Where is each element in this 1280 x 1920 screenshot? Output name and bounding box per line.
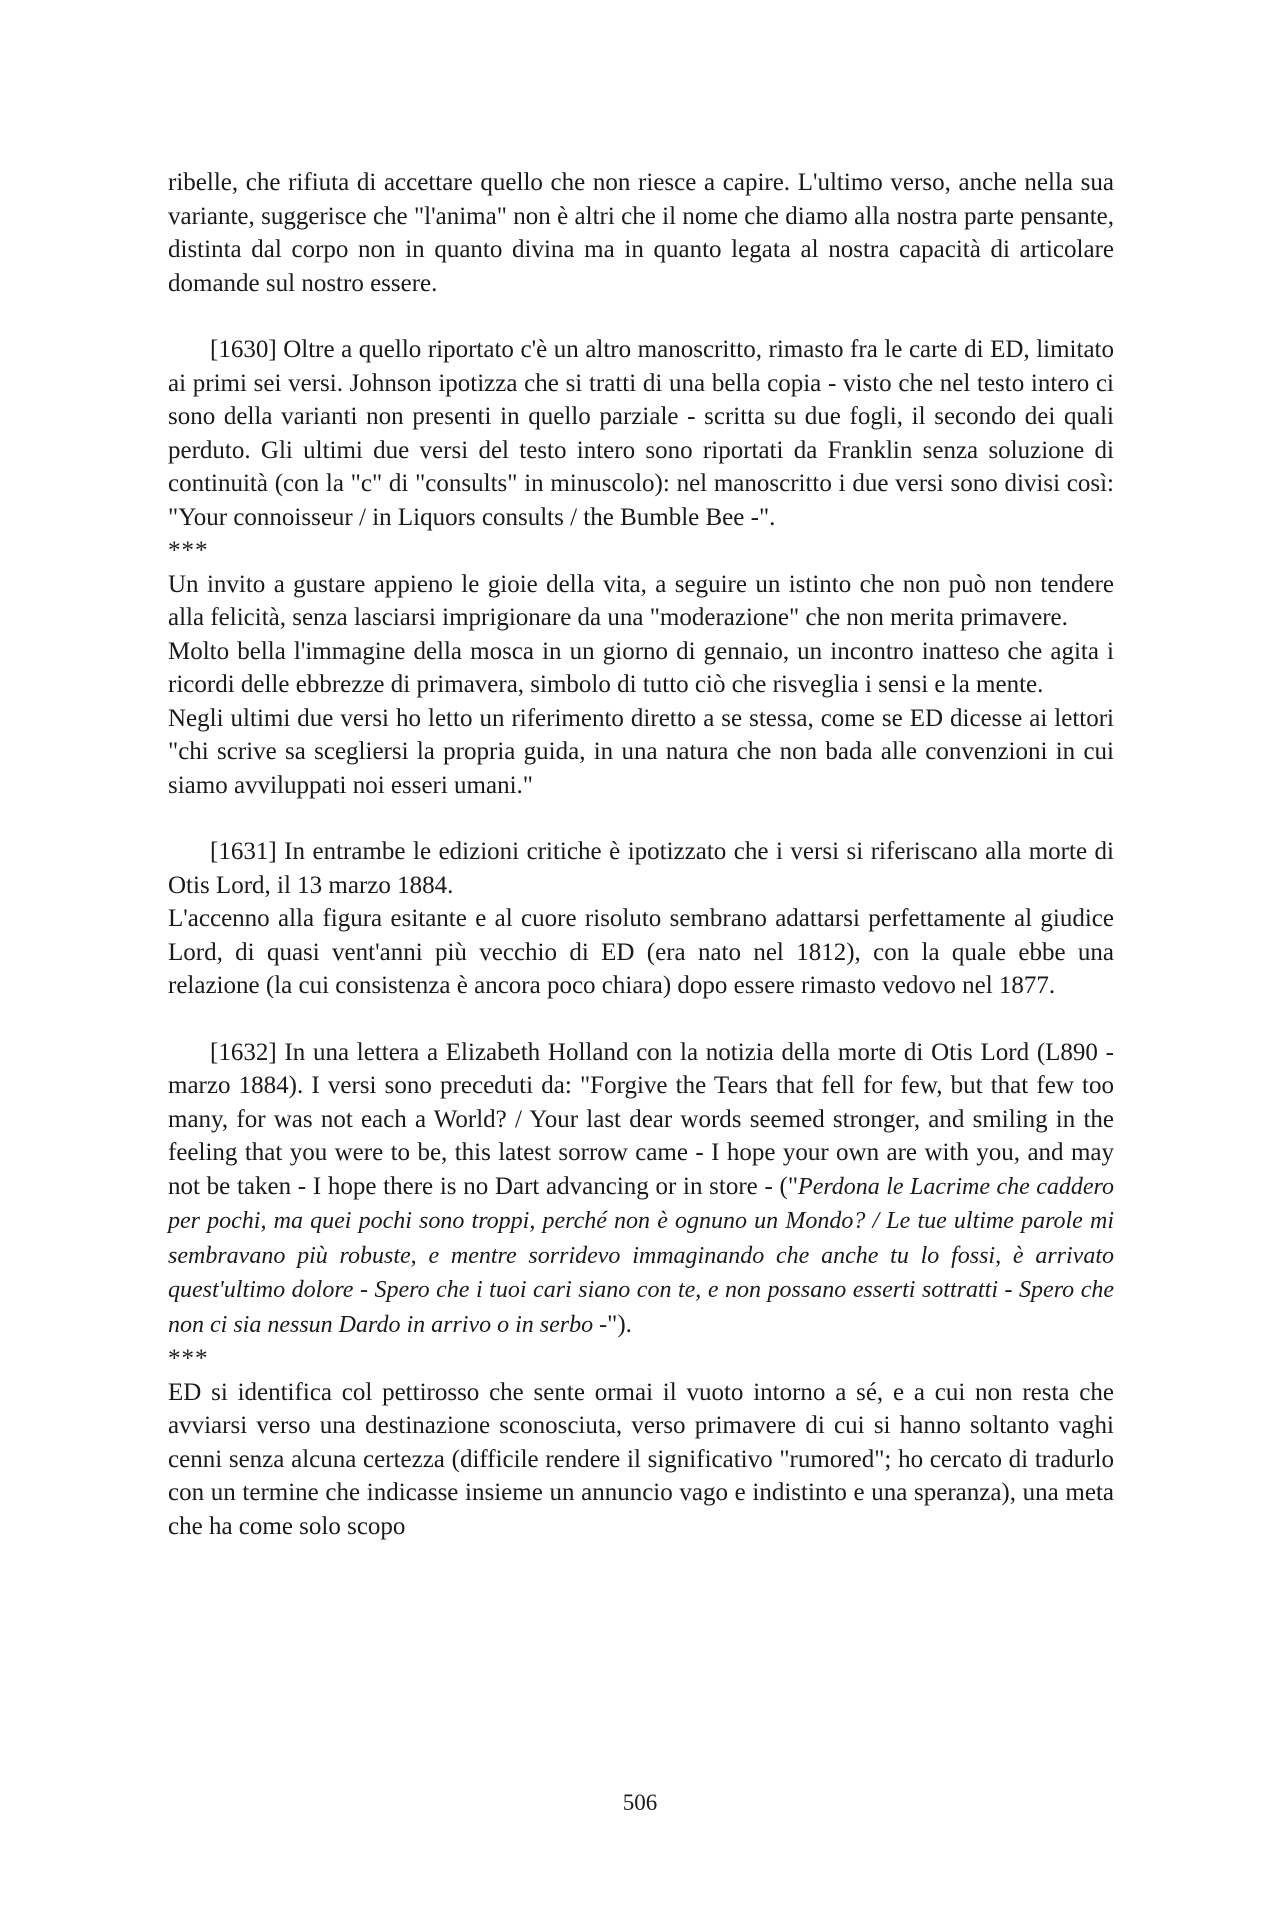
paragraph-gap — [168, 1003, 1114, 1036]
paragraph-1632 — [168, 1036, 1114, 1343]
section-separator: *** — [168, 1345, 209, 1372]
paragraph-invito: Un invito a gustare appieno le gioie della vita, a seguire un istinto che non può non tendere alla felicità, senza lasciarsi imprigionare da una "moderazione" che non merita primavere. — [168, 570, 1114, 631]
paragraph-pettirosso: ED si identifica col pettirosso che sente ormai il vuoto intorno a sé, e a cui non resta che avviarsi verso una destinazione sconosciuta, verso primavere di cui si hanno soltanto vaghi cenni senza alcuna certezza (difficile rendere il significativo "rumored"; ho cercato di tradurlo con un termine che indicasse insieme un annuncio vago e indistinto e una speranza), una meta che ha come solo scopo — [168, 1378, 1114, 1540]
letter-quote: [1632] In una lettera a Elizabeth Holland con la notizia della morte di Otis Lord (L890 - marzo 1884). I versi sono preceduti da: "Forgive the Tears that fell for few, but that few too many, for was not each a World? / Your last dear words seemed stronger, and smiling in the feeling that you were to be, this latest sorrow came - I hope your own are with you, and may not be taken - I hope there is no Dart advancing or in store - (" — [168, 1038, 1114, 1200]
letter-quote-end: "). — [607, 1310, 632, 1338]
page-body — [168, 166, 1114, 1543]
paragraph-ultimi-versi: Negli ultimi due versi ho letto un riferimento diretto a se stessa, come se ED dicesse ai lettori "chi scrive sa scegliersi la propria guida, in una natura che non bada alle convenzioni in cui siamo avviluppati noi esseri umani." — [168, 704, 1114, 799]
paragraph-gap — [168, 300, 1114, 333]
letter-translation: Perdona le Lacrime che caddero per pochi, ma quei pochi sono troppi, perché non è ognuno un Mondo? / Le tue ultime parole mi sembravano più robuste, e mentre sorridevo immaginando che anche tu lo fossi, è arrivato quest'ultimo dolore - Spero che i tuoi cari siano con te, e non possano esserti sottratti - Spero che non ci sia nessun Dardo in arrivo o in serbo - — [168, 1173, 1114, 1338]
paragraph-gap — [168, 802, 1114, 835]
paragraph-mosca: Molto bella l'immagine della mosca in un giorno di gennaio, un incontro inatteso che agita i ricordi delle ebbrezze di primavera, simbolo di tutto ciò che risveglia i sensi e la mente. — [168, 637, 1114, 698]
section-separator: *** — [168, 537, 209, 564]
paragraph-1630: [1630] Oltre a quello riportato c'è un altro manoscritto, rimasto fra le carte di ED, limitato ai primi sei versi. Johnson ipotizza che si tratti di una bella copia - visto che nel testo intero ci sono della varianti non presenti in quello parziale - scritta su due fogli, il secondo dei quali perduto. Gli ultimi due versi del testo intero sono riportati da Franklin senza soluzione di continuità (con la "c" di "consults" in minuscolo): nel manoscritto i due versi sono divisi così: "Your connoisseur / in Liquors consults / the Bumble Bee -". — [168, 336, 1114, 531]
paragraph-anima: ribelle, che rifiuta di accettare quello che non riesce a capire. L'ultimo verso, anche nella sua variante, suggerisce che "l'anima" non è altri che il nome che diamo alla nostra parte pensante, distinta dal corpo non in quanto divina ma in quanto legata al nostra capacità di articolare domande sul nostro essere. — [168, 169, 1114, 297]
page-number: 506 — [622, 1790, 658, 1815]
paragraph-1631: [1631] In entrambe le edizioni critiche è ipotizzato che i versi si riferiscano alla morte di Otis Lord, il 13 marzo 1884. — [168, 838, 1114, 899]
paragraph-giudice-lord: L'accenno alla figura esitante e al cuore risoluto sembrano adattarsi perfettamente al giudice Lord, di quasi vent'anni più vecchio di ED (era nato nel 1812), con la quale ebbe una relazione (la cui consistenza è ancora poco chiara) dopo essere rimasto vedovo nel 1877. — [168, 905, 1114, 999]
